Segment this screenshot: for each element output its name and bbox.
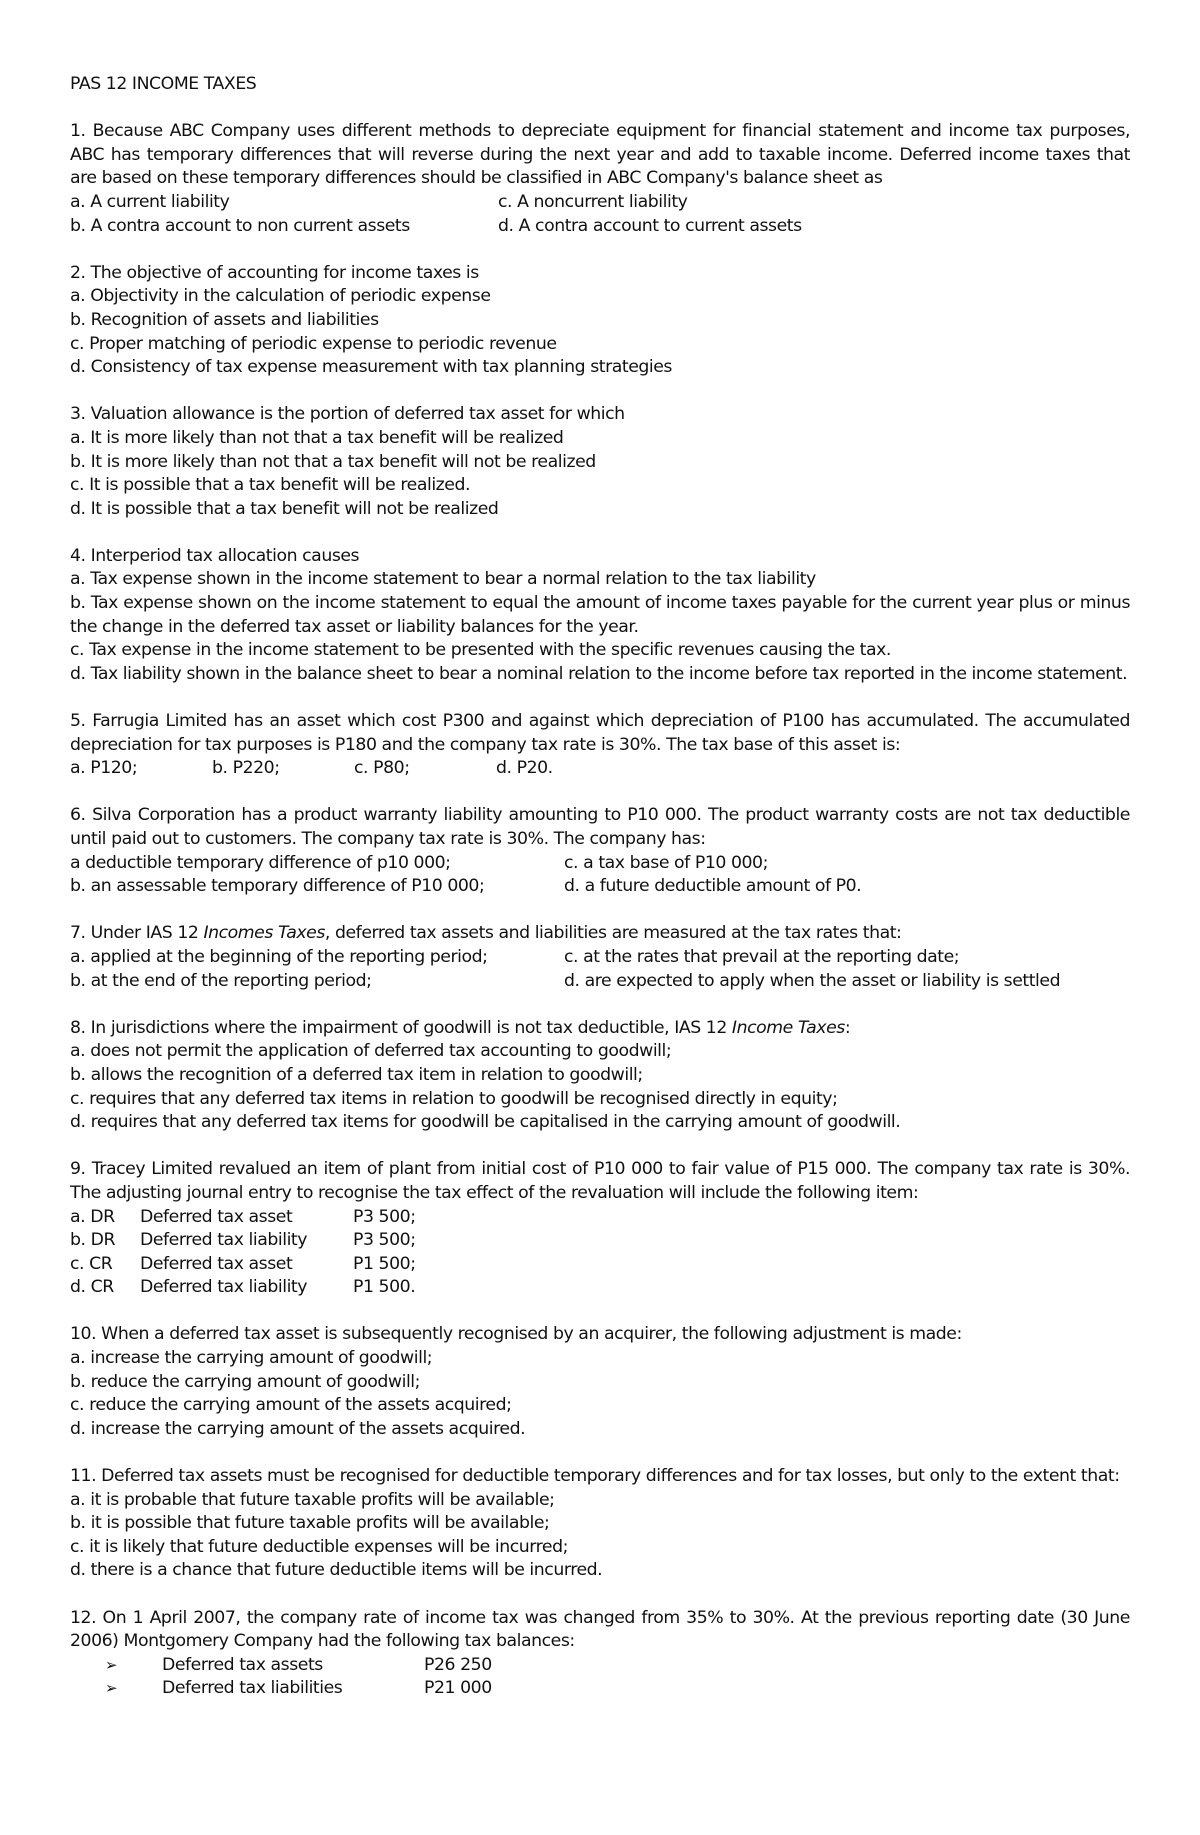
question-stem: 12. On 1 April 2007, the company rate of income tax was changed from 35% to 30%. At the previous reporting date (30 June 2006) Montgomery Company had the following tax balances:	[70, 1607, 1130, 1652]
option-amount: P3 500;	[353, 1230, 416, 1251]
question-10	[70, 1323, 1130, 1441]
option-row	[70, 191, 1130, 215]
option-c: c. a tax base of P10 000;	[564, 852, 768, 873]
option-account: Deferred tax asset	[140, 1253, 293, 1274]
question-3	[70, 403, 1130, 521]
option-c: c. reduce the carrying amount of the assets acquired;	[70, 1395, 512, 1416]
option-a: a. Tax expense shown in the income statement to bear a normal relation to the tax liability	[70, 569, 816, 590]
option-d: d. A contra account to current assets	[498, 215, 802, 236]
option-d: d. there is a chance that future deductible items will be incurred.	[70, 1560, 603, 1581]
question-4	[70, 545, 1130, 687]
question-11	[70, 1465, 1130, 1583]
question-stem: 4. Interperiod tax allocation causes	[70, 545, 360, 566]
question-2	[70, 262, 1130, 380]
question-12	[70, 1607, 1130, 1701]
option-a: a. increase the carrying amount of goodwill;	[70, 1348, 433, 1369]
option-row	[70, 875, 1130, 899]
option-d: d. P20.	[496, 758, 553, 779]
option-b: b. reduce the carrying amount of goodwill;	[70, 1371, 421, 1392]
option-b: b. It is more likely than not that a tax benefit will not be realized	[70, 451, 596, 472]
option-b: b. Tax expense shown on the income statement to equal the amount of income taxes payable for the current year plus or minus the change in the deferred tax asset or liability balances for the year.	[70, 593, 1130, 637]
option-a: a. It is more likely than not that a tax benefit will be realized	[70, 427, 564, 448]
question-stem: 6. Silva Corporation has a product warranty liability amounting to P10 000. The product warranty costs are not tax deductible until paid out to customers. The company tax rate is 30%. The company has:	[70, 805, 1130, 849]
option-c: c. A noncurrent liability	[498, 191, 688, 212]
option-b: b. Recognition of assets and liabilities	[70, 309, 379, 330]
option-d: d. It is possible that a tax benefit will not be realized	[70, 498, 499, 519]
option-a: a. applied at the beginning of the reporting period;	[70, 946, 488, 967]
option-account: Deferred tax asset	[140, 1206, 293, 1227]
journal-option	[70, 1253, 1130, 1277]
option-c: c. it is likely that future deductible expenses will be incurred;	[70, 1536, 568, 1557]
journal-option	[70, 1206, 1130, 1230]
option-amount: P1 500;	[353, 1253, 416, 1274]
option-account: Deferred tax liability	[140, 1230, 308, 1251]
question-1	[70, 120, 1130, 238]
question-9	[70, 1158, 1130, 1300]
question-stem: 5. Farrugia Limited has an asset which cost P300 and against which depreciation of P100 has accumulated. The accumulated depreciation for tax purposes is P180 and the company tax rate is 30%. The tax base of this asset is:	[70, 711, 1130, 755]
option-a: a. P120;	[70, 758, 138, 779]
option-c: c. Tax expense in the income statement to be presented with the specific revenues causing the tax.	[70, 640, 891, 661]
option-a: a deductible temporary difference of p10 000;	[70, 852, 451, 873]
option-c: c. P80;	[354, 758, 410, 779]
question-stem	[70, 1017, 1130, 1041]
option-row	[70, 946, 1130, 970]
option-b: b. A contra account to non current assets	[70, 215, 410, 236]
balance-name: Deferred tax liabilities	[162, 1678, 343, 1699]
option-row	[70, 970, 1130, 994]
option-row	[70, 215, 1130, 239]
option-d: d. Consistency of tax expense measurement with tax planning strategies	[70, 357, 672, 378]
option-a: a. does not permit the application of deferred tax accounting to goodwill;	[70, 1041, 672, 1062]
arrow-bullet-icon: ➢	[105, 1679, 118, 1698]
stem-text: :	[844, 1017, 851, 1038]
stem-text: 7. Under IAS 12	[70, 923, 204, 944]
document-title: PAS 12 INCOME TAXES	[70, 74, 257, 94]
question-stem: 2. The objective of accounting for income taxes is	[70, 262, 479, 283]
bullet-item	[70, 1654, 1130, 1678]
option-amount: P3 500;	[353, 1206, 416, 1227]
balance-amount: P26 250	[424, 1654, 492, 1675]
question-5	[70, 710, 1130, 781]
option-c: c. at the rates that prevail at the reporting date;	[564, 946, 960, 967]
option-c: c. requires that any deferred tax items in relation to goodwill be recognised directly in equity;	[70, 1088, 838, 1109]
option-c: c. Proper matching of periodic expense to periodic revenue	[70, 333, 557, 354]
balance-name: Deferred tax assets	[162, 1654, 323, 1675]
option-account: Deferred tax liability	[140, 1277, 308, 1298]
question-stem: 11. Deferred tax assets must be recognised for deductible temporary differences and for tax losses, but only to the extent that:	[70, 1466, 1120, 1487]
question-7	[70, 922, 1130, 993]
question-stem: 9. Tracey Limited revalued an item of plant from initial cost of P10 000 to fair value of P15 000. The company tax rate is 30%. The adjusting journal entry to recognise the tax effect of the revaluation will include the following item:	[70, 1159, 1130, 1203]
bullet-item	[70, 1677, 1130, 1701]
option-row	[70, 852, 1130, 876]
journal-option	[70, 1276, 1130, 1300]
option-b: b. P220;	[212, 758, 280, 779]
balance-amount: P21 000	[424, 1678, 492, 1699]
option-a: a. A current liability	[70, 191, 230, 212]
question-8	[70, 1017, 1130, 1135]
journal-option	[70, 1229, 1130, 1253]
option-d: d. are expected to apply when the asset or liability is settled	[564, 970, 1061, 991]
option-label: a. DR	[70, 1206, 115, 1227]
option-b: b. an assessable temporary difference of P10 000;	[70, 876, 485, 897]
option-amount: P1 500.	[353, 1277, 416, 1298]
option-row	[70, 757, 1130, 781]
option-c: c. It is possible that a tax benefit will be realized.	[70, 475, 471, 496]
option-d: d. a future deductible amount of P0.	[564, 876, 862, 897]
question-stem: 10. When a deferred tax asset is subsequently recognised by an acquirer, the following adjustment is made:	[70, 1324, 962, 1345]
option-d: d. Tax liability shown in the balance sheet to bear a nominal relation to the income before tax reported in the income statement.	[70, 663, 1128, 684]
option-d: d. requires that any deferred tax items for goodwill be capitalised in the carrying amount of goodwill.	[70, 1112, 901, 1133]
stem-text: , deferred tax assets and liabilities are measured at the tax rates that:	[324, 923, 902, 944]
option-b: b. it is possible that future taxable profits will be available;	[70, 1513, 550, 1534]
question-6	[70, 804, 1130, 898]
question-stem	[70, 922, 1130, 946]
option-label: c. CR	[70, 1253, 113, 1274]
stem-text: 8. In jurisdictions where the impairment of goodwill is not tax deductible, IAS 12	[70, 1017, 732, 1038]
option-b: b. allows the recognition of a deferred tax item in relation to goodwill;	[70, 1064, 643, 1085]
arrow-bullet-icon: ➢	[105, 1655, 118, 1674]
question-stem: 1. Because ABC Company uses different methods to depreciate equipment for financial statement and income tax purposes, ABC has temporary differences that will reverse during the next year and add to taxable income. Deferred income taxes that are based on these temporary differences should be classified in ABC Company's balance sheet as	[70, 121, 1130, 189]
option-label: d. CR	[70, 1277, 114, 1298]
option-b: b. at the end of the reporting period;	[70, 970, 372, 991]
option-d: d. increase the carrying amount of the assets acquired.	[70, 1418, 526, 1439]
question-stem: 3. Valuation allowance is the portion of deferred tax asset for which	[70, 404, 625, 425]
option-a: a. it is probable that future taxable profits will be available;	[70, 1489, 555, 1510]
option-a: a. Objectivity in the calculation of periodic expense	[70, 286, 491, 307]
option-label: b. DR	[70, 1230, 116, 1251]
standard-title: Incomes Taxes	[203, 923, 325, 944]
standard-title: Income Taxes	[731, 1017, 845, 1038]
